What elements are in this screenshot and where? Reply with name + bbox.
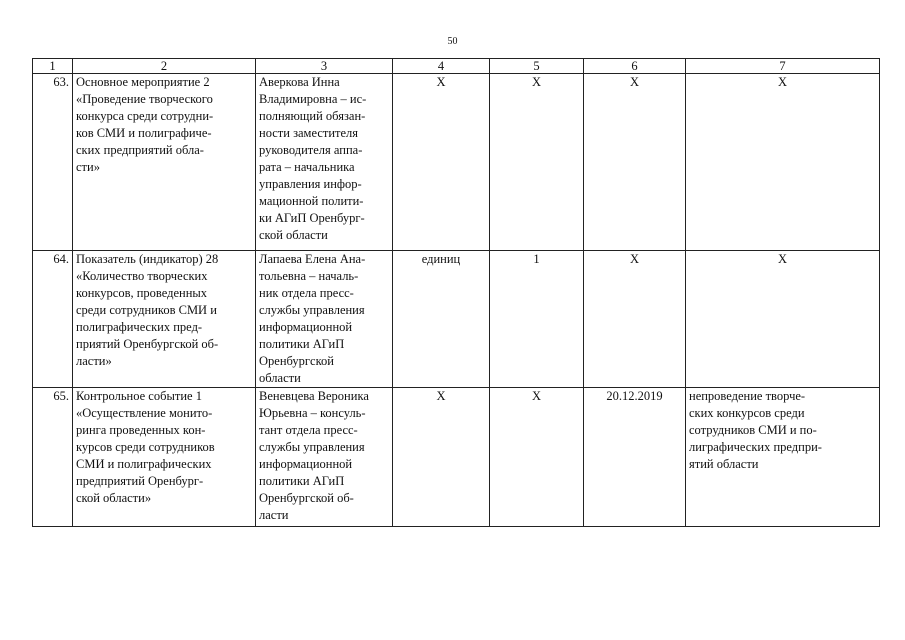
- header-cell: 1: [33, 59, 73, 74]
- event-name-cell: Основное мероприятие 2 «Проведение творческого конкурса среди сотрудни- ков СМИ и полиграфиче- ских предприятий обла- сти»: [73, 74, 256, 251]
- header-cell: 3: [256, 59, 393, 74]
- header-cell: 5: [490, 59, 584, 74]
- header-cell: 4: [393, 59, 490, 74]
- value-cell: 1: [490, 251, 584, 388]
- unit-cell: Х: [393, 388, 490, 527]
- responsible-cell: Веневцева Вероника Юрьевна – консуль- тант отдела пресс- службы управления информационной политики АГиП Оренбургской об- ласти: [256, 388, 393, 527]
- page-number: 50: [447, 36, 458, 47]
- date-cell: Х: [584, 74, 686, 251]
- responsible-cell: Аверкова Инна Владимировна – ис- полняющий обязан- ности заместителя руководителя аппа- рата – начальника управления инфор- мационной полити- ки АГиП Оренбург- ской области: [256, 74, 393, 251]
- value-cell: Х: [490, 74, 584, 251]
- table-row: [33, 74, 880, 251]
- row-number: 63.: [33, 74, 73, 251]
- responsible-cell: Лапаева Елена Ана- тольевна – началь- ник отдела пресс- службы управления информационной политики АГиП Оренбургской области: [256, 251, 393, 388]
- row-number: 64.: [33, 251, 73, 388]
- consequence-cell: Х: [686, 74, 880, 251]
- consequence-cell: непроведение творче- ских конкурсов среди сотрудников СМИ и по- лиграфических предпри- ятий области: [686, 388, 880, 527]
- header-cell: 7: [686, 59, 880, 74]
- header-cell: 6: [584, 59, 686, 74]
- date-cell: 20.12.2019: [584, 388, 686, 527]
- header-cell: 2: [73, 59, 256, 74]
- event-name-cell: Контрольное событие 1 «Осуществление монито- ринга проведенных кон- курсов среди сотрудников СМИ и полиграфических предприятий Оренбург- ской области»: [73, 388, 256, 527]
- table-header-row: [33, 59, 880, 74]
- table-row: [33, 388, 880, 527]
- event-name-cell: Показатель (индикатор) 28 «Количество творческих конкурсов, проведенных среди сотрудников СМИ и полиграфических пред- приятий Оренбургской об- ласти»: [73, 251, 256, 388]
- value-cell: Х: [490, 388, 584, 527]
- document-table: [32, 58, 880, 527]
- consequence-cell: Х: [686, 251, 880, 388]
- table-row: [33, 251, 880, 388]
- date-cell: Х: [584, 251, 686, 388]
- unit-cell: Х: [393, 74, 490, 251]
- unit-cell: единиц: [393, 251, 490, 388]
- row-number: 65.: [33, 388, 73, 527]
